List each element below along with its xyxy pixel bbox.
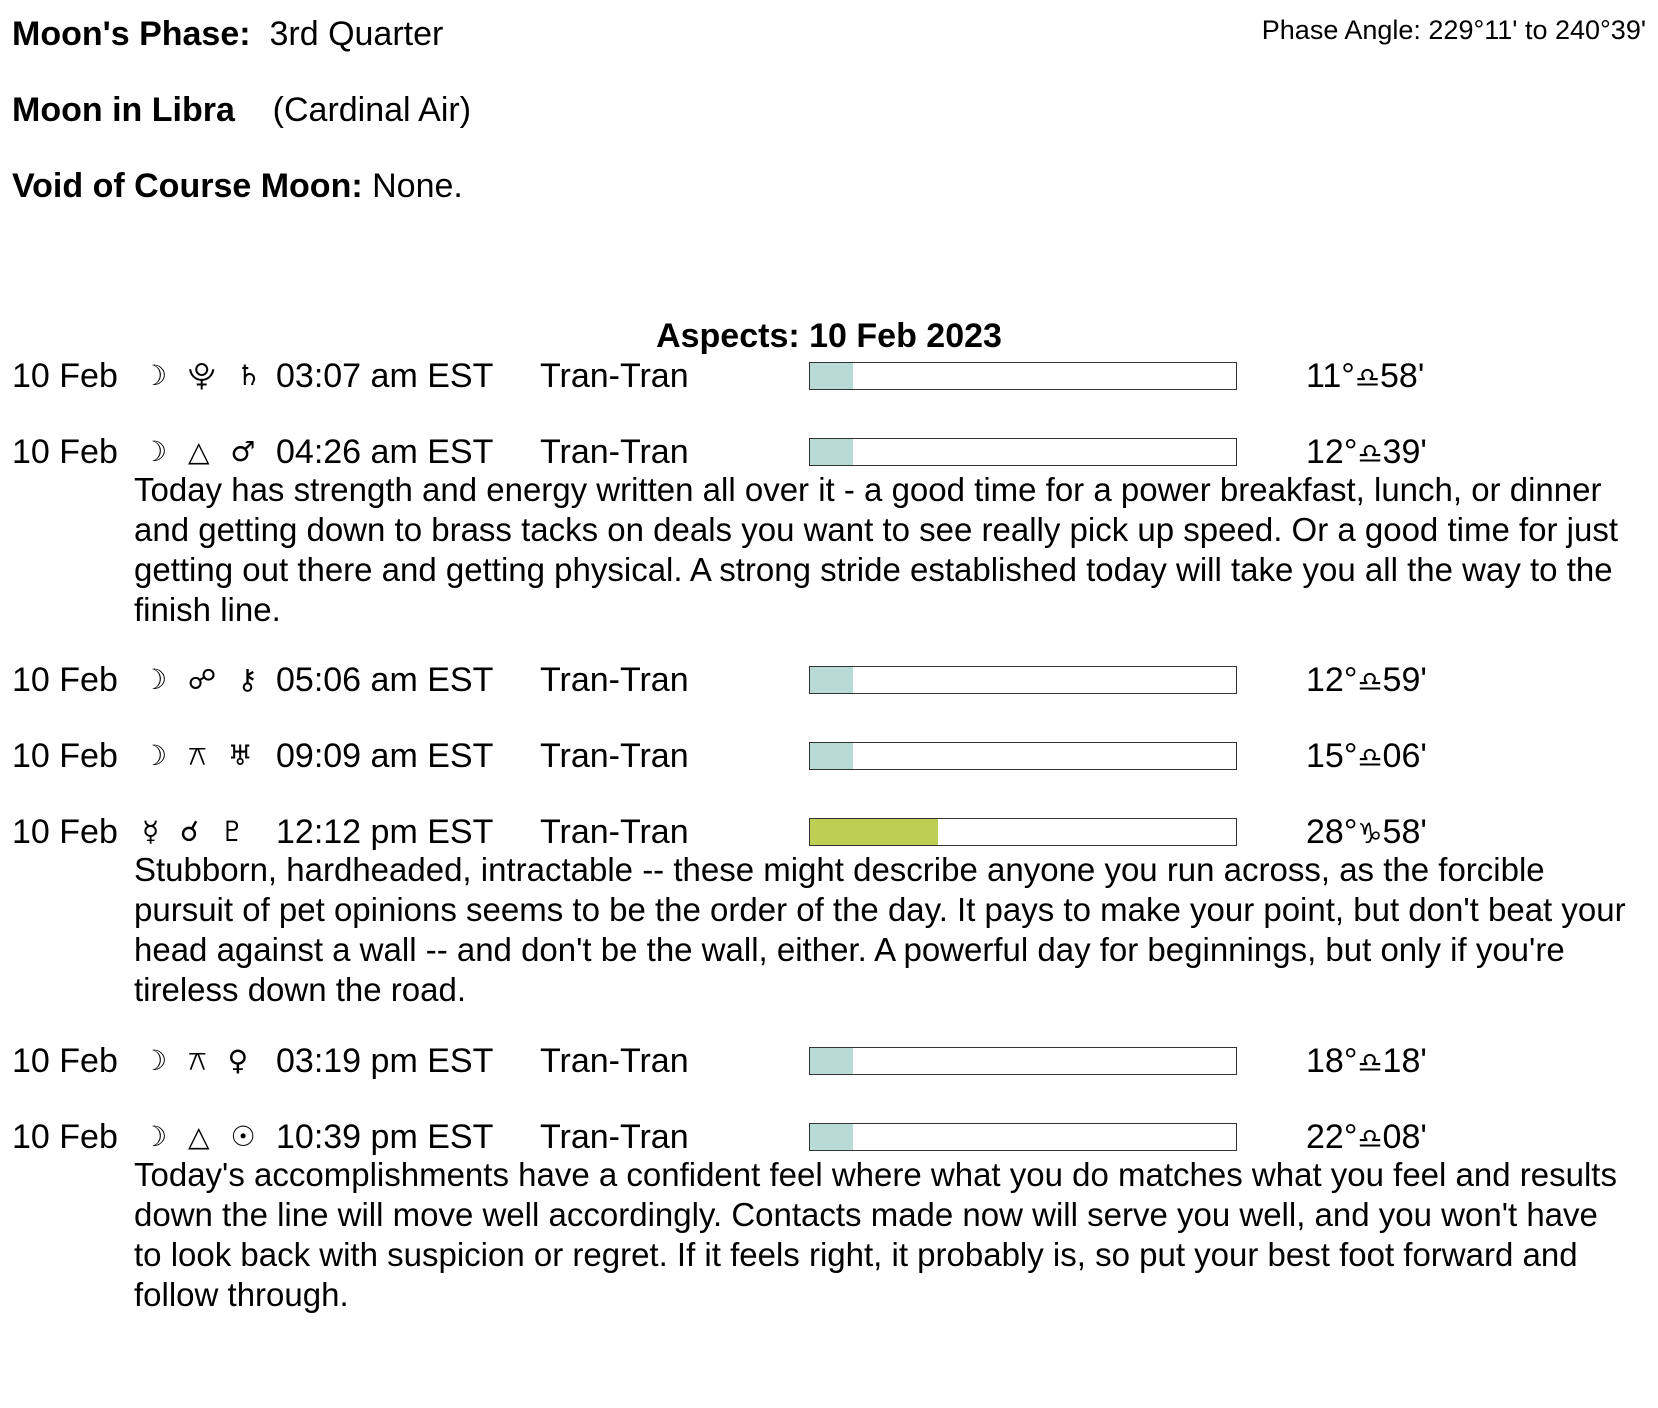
moon-sign-line bbox=[12, 90, 471, 130]
zodiac-sign-icon: ♎ bbox=[1357, 437, 1383, 470]
void-value: None. bbox=[372, 167, 463, 205]
aspect-time: 12:12 pm EST bbox=[276, 813, 494, 851]
zodiac-sign-icon: ♎ bbox=[1357, 1046, 1383, 1079]
trine-icon: △ bbox=[188, 435, 216, 468]
aspect-row bbox=[0, 1117, 1658, 1157]
aspect-interpretation: Stubborn, hardheaded, intractable -- these might describe anyone you run across, as the forcible pursuit of pet opinions seems to be the order of the day. It pays to make your point, but don't beat your head against a wall -- and don't be the wall, either. A powerful day for beginnings, but only if you're tireless down the road. bbox=[134, 851, 1626, 1008]
aspect-glyphs bbox=[142, 812, 251, 852]
aspect-glyphs bbox=[142, 1041, 254, 1081]
position-degrees: 12° bbox=[1306, 433, 1358, 471]
void-label: Void of Course Moon: bbox=[12, 167, 363, 205]
moon-icon: ☽ bbox=[142, 739, 174, 772]
sun-icon: ☉ bbox=[230, 1120, 262, 1153]
aspect-date: 10 Feb bbox=[12, 661, 118, 699]
position-degrees: 15° bbox=[1306, 737, 1358, 775]
aspect-type: Tran-Tran bbox=[540, 433, 689, 471]
aspect-type: Tran-Tran bbox=[540, 813, 689, 851]
position-degrees: 18° bbox=[1306, 1042, 1358, 1080]
moon-phase-line bbox=[12, 14, 443, 54]
moon-icon: ☽ bbox=[142, 1120, 174, 1153]
zodiac-sign-icon: ♑ bbox=[1357, 817, 1383, 850]
aspect-interpretation: Today's accomplishments have a confident feel where what you do matches what you feel and results down the line will move well accordingly. Contacts made now will serve you well, and you won't have to look back with suspicion or regret. If it feels right, it probably is, so put your best foot forward and follow through. bbox=[134, 1156, 1617, 1313]
aspect-time: 10:39 pm EST bbox=[276, 1118, 494, 1156]
phase-angle: Phase Angle: 229°11' to 240°39' bbox=[1261, 15, 1646, 45]
conjunction-icon: ☌ bbox=[180, 815, 205, 848]
moon-phase-value: 3rd Quarter bbox=[269, 15, 444, 53]
position-minutes: 58' bbox=[1382, 813, 1427, 851]
mars-icon: ♂ bbox=[230, 435, 262, 468]
position-minutes: 59' bbox=[1382, 661, 1427, 699]
aspect-time: 09:09 am EST bbox=[276, 737, 494, 775]
position-minutes: 06' bbox=[1382, 737, 1427, 775]
sesquiquadrate-icon: ⯓ bbox=[188, 359, 222, 392]
aspect-row bbox=[0, 1041, 1658, 1081]
chiron-icon: ⚷ bbox=[237, 663, 264, 696]
strength-bar-fill bbox=[810, 1124, 853, 1150]
aspect-row bbox=[0, 432, 1658, 472]
aspect-time: 05:06 am EST bbox=[276, 661, 494, 699]
quincunx-icon: ⚻ bbox=[188, 739, 213, 772]
aspect-date: 10 Feb bbox=[12, 1042, 118, 1080]
aspect-type: Tran-Tran bbox=[540, 661, 689, 699]
strength-bar-fill bbox=[810, 819, 938, 845]
aspects-title: Aspects: 10 Feb 2023 bbox=[656, 317, 1002, 355]
void-of-course-line bbox=[12, 166, 463, 206]
moon-sign-label: Moon in Libra bbox=[12, 91, 235, 129]
zodiac-sign-icon: ♎ bbox=[1354, 361, 1381, 394]
aspect-row bbox=[0, 812, 1658, 852]
aspect-time: 03:19 pm EST bbox=[276, 1042, 494, 1080]
strength-bar-fill bbox=[810, 363, 853, 389]
aspect-type: Tran-Tran bbox=[540, 1118, 689, 1156]
aspect-time: 04:26 am EST bbox=[276, 433, 494, 471]
aspect-position bbox=[1306, 1041, 1427, 1083]
strength-bar bbox=[809, 438, 1237, 466]
aspect-position bbox=[1306, 812, 1427, 854]
quincunx-icon: ⚻ bbox=[188, 1044, 213, 1077]
strength-bar bbox=[809, 666, 1237, 694]
aspect-type: Tran-Tran bbox=[540, 737, 689, 775]
trine-icon: △ bbox=[188, 1120, 216, 1153]
aspect-glyphs bbox=[142, 660, 264, 700]
strength-bar-fill bbox=[810, 439, 853, 465]
position-degrees: 12° bbox=[1306, 661, 1358, 699]
moon-icon: ☽ bbox=[142, 663, 174, 696]
aspect-type: Tran-Tran bbox=[540, 1042, 689, 1080]
aspect-position bbox=[1306, 356, 1424, 398]
aspect-date: 10 Feb bbox=[12, 1118, 118, 1156]
aspect-glyphs bbox=[142, 1117, 262, 1157]
position-degrees: 28° bbox=[1306, 813, 1358, 851]
position-degrees: 22° bbox=[1306, 1118, 1358, 1156]
strength-bar-fill bbox=[810, 667, 853, 693]
saturn-icon: ♄ bbox=[236, 359, 268, 392]
aspect-row bbox=[0, 660, 1658, 700]
moon-icon: ☽ bbox=[142, 1044, 174, 1077]
aspect-position bbox=[1306, 432, 1427, 474]
position-minutes: 08' bbox=[1382, 1118, 1427, 1156]
aspect-glyphs bbox=[142, 432, 262, 472]
strength-bar bbox=[809, 742, 1237, 770]
opposition-icon: ☍ bbox=[188, 663, 223, 696]
aspect-date: 10 Feb bbox=[12, 433, 118, 471]
position-degrees: 11° bbox=[1306, 357, 1355, 395]
uranus-icon: ♅ bbox=[227, 739, 259, 772]
moon-icon: ☽ bbox=[142, 435, 174, 468]
position-minutes: 18' bbox=[1382, 1042, 1427, 1080]
strength-bar bbox=[809, 1123, 1237, 1151]
moon-sign-detail: (Cardinal Air) bbox=[272, 91, 472, 129]
strength-bar-fill bbox=[810, 743, 853, 769]
aspect-glyphs bbox=[142, 356, 267, 396]
pluto-icon: ♇ bbox=[219, 815, 251, 848]
aspect-type: Tran-Tran bbox=[540, 357, 689, 395]
zodiac-sign-icon: ♎ bbox=[1357, 665, 1383, 698]
aspect-row bbox=[0, 356, 1658, 396]
zodiac-sign-icon: ♎ bbox=[1357, 1122, 1383, 1155]
aspect-position bbox=[1306, 1117, 1427, 1159]
zodiac-sign-icon: ♎ bbox=[1357, 741, 1383, 774]
strength-bar bbox=[809, 818, 1237, 846]
aspect-date: 10 Feb bbox=[12, 357, 118, 395]
mercury-icon: ☿ bbox=[142, 815, 166, 848]
position-minutes: 58' bbox=[1380, 357, 1425, 395]
strength-bar-fill bbox=[810, 1048, 853, 1074]
venus-icon: ♀ bbox=[227, 1044, 255, 1077]
strength-bar bbox=[809, 1047, 1237, 1075]
aspect-date: 10 Feb bbox=[12, 737, 118, 775]
moon-phase-label: Moon's Phase: bbox=[12, 15, 251, 53]
position-minutes: 39' bbox=[1382, 433, 1427, 471]
aspect-glyphs bbox=[142, 736, 259, 776]
aspect-position bbox=[1306, 736, 1427, 778]
aspect-row bbox=[0, 736, 1658, 776]
aspect-date: 10 Feb bbox=[12, 813, 118, 851]
moon-icon: ☽ bbox=[142, 359, 174, 392]
aspect-interpretation: Today has strength and energy written all over it - a good time for a power breakfast, lunch, or dinner and getting down to brass tacks on deals you want to see really pick up speed. Or a good time for just getting out there and getting physical. A strong stride established today will take you all the way to the finish line. bbox=[134, 471, 1619, 628]
strength-bar bbox=[809, 362, 1237, 390]
aspect-time: 03:07 am EST bbox=[276, 357, 494, 395]
aspect-position bbox=[1306, 660, 1427, 702]
